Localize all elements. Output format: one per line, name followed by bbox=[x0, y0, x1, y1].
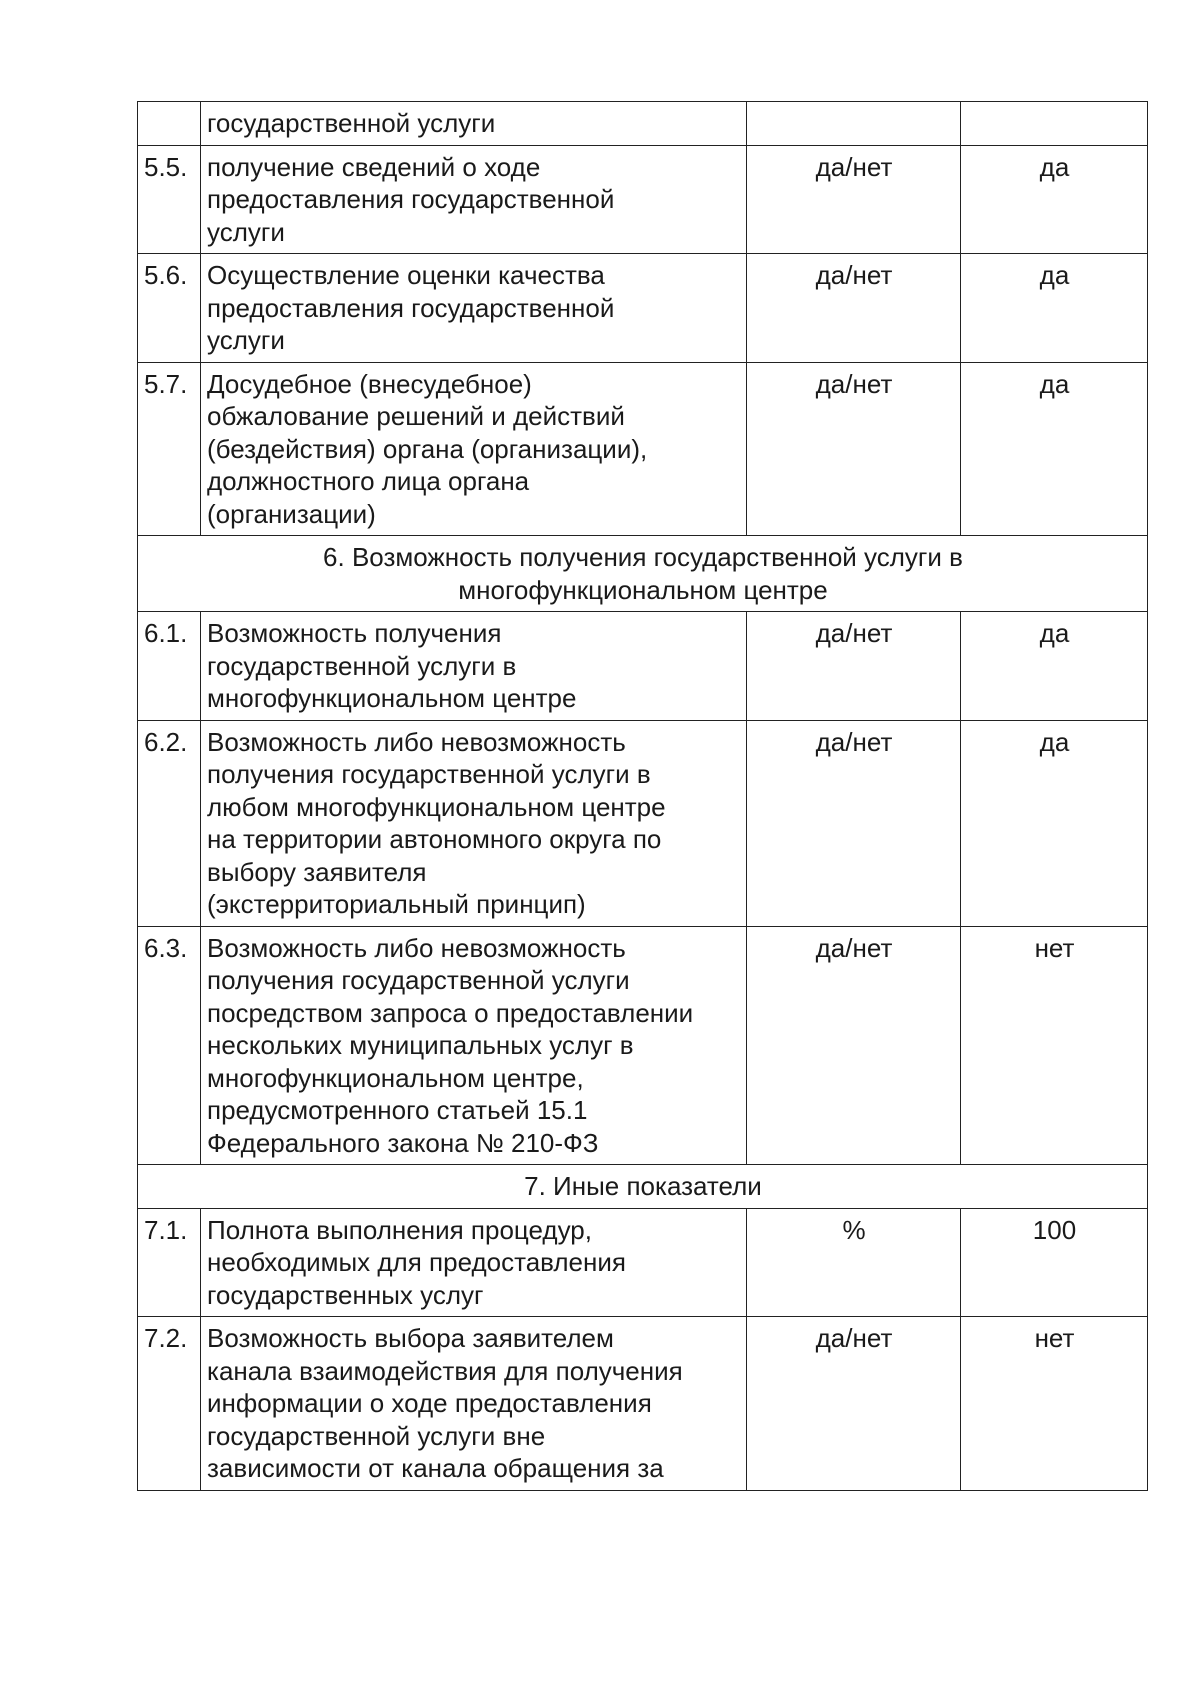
table-row bbox=[138, 720, 1148, 926]
unit-cell: да/нет bbox=[747, 1317, 961, 1491]
row-number: 6.2. bbox=[138, 720, 201, 926]
table-row bbox=[138, 1317, 1148, 1491]
table-row bbox=[138, 254, 1148, 363]
row-number: 7.2. bbox=[138, 1317, 201, 1491]
indicator-name: Возможность либо невозможность получения государственной услуги посредством запроса о предоставлении нескольких муниципальных услуг в многофункциональном центре, предусмотренного статьей 15.1 Федерального закона № 210-ФЗ bbox=[201, 926, 747, 1165]
row-number: 5.7. bbox=[138, 362, 201, 536]
value-cell: да bbox=[961, 362, 1148, 536]
row-number: 5.6. bbox=[138, 254, 201, 363]
value-cell bbox=[961, 102, 1148, 146]
value-cell: 100 bbox=[961, 1208, 1148, 1317]
table-row bbox=[138, 1208, 1148, 1317]
value-cell: нет bbox=[961, 926, 1148, 1165]
section-header-row bbox=[138, 536, 1148, 612]
row-number: 6.1. bbox=[138, 612, 201, 721]
unit-cell: да/нет bbox=[747, 926, 961, 1165]
table-row bbox=[138, 362, 1148, 536]
indicator-name: Возможность выбора заявителем канала взаимодействия для получения информации о ходе предоставления государственной услуги вне зависимости от канала обращения за bbox=[201, 1317, 747, 1491]
indicator-name: государственной услуги bbox=[201, 102, 747, 146]
unit-cell: да/нет bbox=[747, 362, 961, 536]
unit-cell: да/нет bbox=[747, 720, 961, 926]
section-header-row bbox=[138, 1165, 1148, 1209]
unit-cell bbox=[747, 102, 961, 146]
value-cell: да bbox=[961, 145, 1148, 254]
unit-cell: да/нет bbox=[747, 254, 961, 363]
indicator-name: Возможность получения государственной услуги в многофункциональном центре bbox=[201, 612, 747, 721]
table-row bbox=[138, 102, 1148, 146]
table-row bbox=[138, 145, 1148, 254]
indicator-name: Осуществление оценки качества предоставления государственной услуги bbox=[201, 254, 747, 363]
row-number: 7.1. bbox=[138, 1208, 201, 1317]
indicator-name: Полнота выполнения процедур, необходимых для предоставления государственных услуг bbox=[201, 1208, 747, 1317]
indicators-table bbox=[137, 101, 1148, 1491]
unit-cell: да/нет bbox=[747, 612, 961, 721]
table-row bbox=[138, 612, 1148, 721]
value-cell: да bbox=[961, 254, 1148, 363]
row-number: 6.3. bbox=[138, 926, 201, 1165]
row-number bbox=[138, 102, 201, 146]
section-heading: 6. Возможность получения государственной услуги в многофункциональном центре bbox=[138, 536, 1148, 612]
row-number: 5.5. bbox=[138, 145, 201, 254]
value-cell: да bbox=[961, 720, 1148, 926]
value-cell: да bbox=[961, 612, 1148, 721]
indicator-name: Возможность либо невозможность получения государственной услуги в любом многофункциональном центре на территории автономного округа по выбору заявителя (экстерриториальный принцип) bbox=[201, 720, 747, 926]
value-cell: нет bbox=[961, 1317, 1148, 1491]
indicator-name: Досудебное (внесудебное) обжалование решений и действий (бездействия) органа (организации), должностного лица органа (организации) bbox=[201, 362, 747, 536]
document-page bbox=[137, 101, 1147, 1491]
indicator-name: получение сведений о ходе предоставления государственной услуги bbox=[201, 145, 747, 254]
unit-cell: да/нет bbox=[747, 145, 961, 254]
unit-cell: % bbox=[747, 1208, 961, 1317]
section-heading: 7. Иные показатели bbox=[138, 1165, 1148, 1209]
table-row bbox=[138, 926, 1148, 1165]
